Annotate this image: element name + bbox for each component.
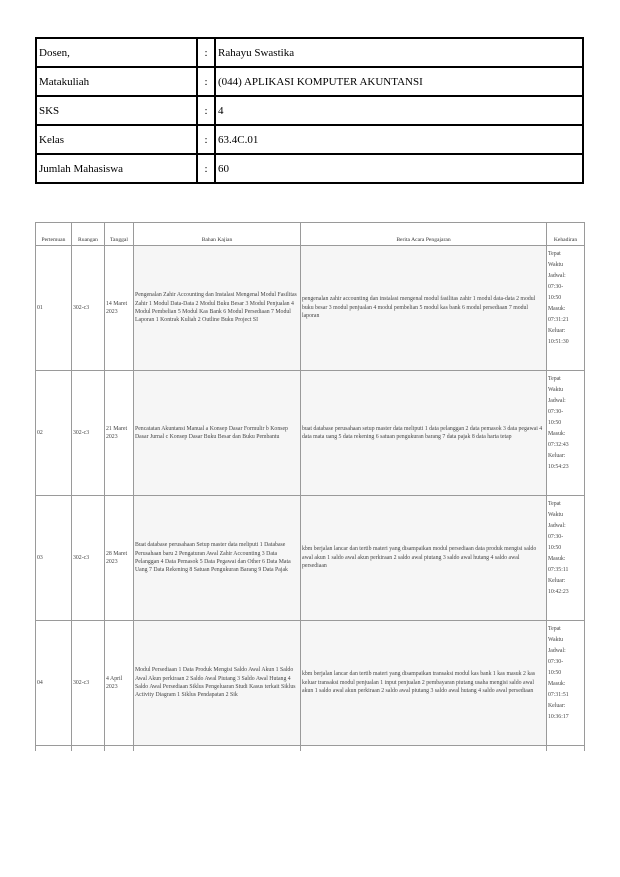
cell-berita-acara: pengenalan zahir accounting dan instalasi mengenal modul fasilitas zahir 1 modul data-data 2 modul buku besar 3 modul penjualan 4 modul pembelian 5 modul kas bank 6 modul persediaan 7 modul laporan xyxy=(301,246,547,371)
kehadiran-line: Masuk: xyxy=(548,681,566,687)
kehadiran-line: 10:51:30 xyxy=(548,339,569,345)
teaching-record-table xyxy=(35,222,585,751)
cell-bahan-kajian: Pencatatan Akuntansi Manual a Konsep Dasar Formulir b Konsep Dasar Jurnal c Konsep Dasar Buku Besar dan Buku Pembantu xyxy=(134,371,301,496)
header-ruangan: Ruangan xyxy=(72,223,105,246)
kehadiran-line: Keluar: xyxy=(548,703,566,709)
cell-kehadiran xyxy=(547,246,585,371)
cell-ruangan: 302-c3 xyxy=(72,371,105,496)
table-row xyxy=(36,246,585,371)
info-row xyxy=(36,67,583,96)
kehadiran-line: Waktu xyxy=(548,637,563,643)
header-pertemuan: Pertemuan xyxy=(36,223,72,246)
kehadiran-line: 10:54:23 xyxy=(548,464,569,470)
kehadiran-line: Jadwal: xyxy=(548,648,566,654)
kehadiran-line: Waktu xyxy=(548,387,563,393)
kehadiran-line: Keluar: xyxy=(548,328,566,334)
info-value: 60 xyxy=(215,154,583,183)
info-label: Kelas xyxy=(36,125,197,154)
info-label: Dosen, xyxy=(36,38,197,67)
cell-tanggal: 14 Maret 2023 xyxy=(105,246,134,371)
cell-kehadiran xyxy=(547,496,585,621)
kehadiran-line: 07:30- xyxy=(548,534,564,540)
cell-bahan-kajian: Buat database perusahaan Setup master data meliputi 1 Database Perusahaan baru 2 Pengaturan Awal Zahir Accounting 3 Data Pelanggan 4 Data Pemasok 5 Data Pegawai dan Other 6 Data Mata Uang 7 Data Rekening 8 Satuan Pengukuran Barang 9 Data Pajak xyxy=(134,496,301,621)
cell-pertemuan: 03 xyxy=(36,496,72,621)
table-row xyxy=(36,496,585,621)
header-berita-acara: Berita Acara Pengajaran xyxy=(301,223,547,246)
kehadiran-line: Waktu xyxy=(548,262,563,268)
kehadiran-line: Masuk: xyxy=(548,306,566,312)
kehadiran-line: 07:30- xyxy=(548,284,564,290)
cell-tanggal: 28 Maret 2023 xyxy=(105,496,134,621)
info-value: 4 xyxy=(215,96,583,125)
info-colon: : xyxy=(197,38,215,67)
info-row xyxy=(36,154,583,183)
cell-tanggal: 21 Maret 2023 xyxy=(105,371,134,496)
info-colon: : xyxy=(197,67,215,96)
empty-cell xyxy=(105,746,134,752)
cell-pertemuan: 02 xyxy=(36,371,72,496)
info-row xyxy=(36,38,583,67)
info-colon: : xyxy=(197,96,215,125)
empty-cell xyxy=(547,746,585,752)
table-row xyxy=(36,371,585,496)
kehadiran-line: Waktu xyxy=(548,512,563,518)
kehadiran-line: 10:50 xyxy=(548,420,562,426)
info-row xyxy=(36,125,583,154)
info-value: 63.4C.01 xyxy=(215,125,583,154)
table-row xyxy=(36,621,585,746)
kehadiran-line: 07:35:11 xyxy=(548,567,569,573)
header-bahan-kajian: Bahan Kajian xyxy=(134,223,301,246)
kehadiran-line: 07:30- xyxy=(548,659,564,665)
kehadiran-line: Keluar: xyxy=(548,578,566,584)
kehadiran-line: 10:50 xyxy=(548,545,562,551)
cell-berita-acara: kbm berjalan lancar dan tertib materi yang disampaikan transaksi modul kas bank 1 kas masuk 2 kas keluar transaksi modul penjualan 1 input penjualan 2 pembayaran piutang usaha mengisi saldo awal akun 1 saldo awal akun perkiraan 2 saldo awal piutang 3 saldo awal hutang 4 saldo awal persediaan xyxy=(301,621,547,746)
info-label: Jumlah Mahasiswa xyxy=(36,154,197,183)
kehadiran-line: Masuk: xyxy=(548,556,566,562)
cell-kehadiran xyxy=(547,621,585,746)
kehadiran-line: Masuk: xyxy=(548,431,566,437)
empty-cell xyxy=(134,746,301,752)
cell-berita-acara: buat database perusahaan setup master data meliputi 1 data pelanggan 2 data pemasok 3 data pegawai 4 data mata uang 5 data rekening 6 satuan pengukuran barang 7 data pajak 8 data harta tetap xyxy=(301,371,547,496)
info-row xyxy=(36,96,583,125)
cell-ruangan: 302-c3 xyxy=(72,246,105,371)
kehadiran-line: Jadwal: xyxy=(548,273,566,279)
kehadiran-line: 10:50 xyxy=(548,670,562,676)
info-value: (044) APLIKASI KOMPUTER AKUNTANSI xyxy=(215,67,583,96)
cell-ruangan: 302-c3 xyxy=(72,621,105,746)
info-label: SKS xyxy=(36,96,197,125)
cell-pertemuan: 01 xyxy=(36,246,72,371)
cell-tanggal: 4 April 2023 xyxy=(105,621,134,746)
table-header-row xyxy=(36,223,585,246)
info-colon: : xyxy=(197,125,215,154)
kehadiran-line: 10:36:17 xyxy=(548,714,569,720)
kehadiran-line: 07:31:21 xyxy=(548,317,569,323)
kehadiran-line: 07:32:43 xyxy=(548,442,569,448)
header-kehadiran: Kehadiran xyxy=(547,223,585,246)
course-info-table xyxy=(35,37,584,184)
empty-cell xyxy=(36,746,72,752)
cell-berita-acara: kbm berjalan lancar dan tertib materi yang disampaikan modul persediaan data produk mengisi saldo awal akun 1 saldo awal akun perkiraan 2 saldo awal piutang 3 saldo awal hutang 4 saldo awal persediaan xyxy=(301,496,547,621)
kehadiran-line: 07:31:51 xyxy=(548,692,569,698)
table-row-continuation xyxy=(36,746,585,752)
info-label: Matakuliah xyxy=(36,67,197,96)
kehadiran-line: Tepat xyxy=(548,626,561,632)
cell-bahan-kajian: Modul Persediaan 1 Data Produk Mengisi Saldo Awal Akun 1 Saldo Awal Akun perkiraan 2 Saldo Awal Piutang 3 Saldo Awal Hutang 4 Saldo Awal Persediaan Siklus Pengeluaran Studi Kasus terkait Siklus Activity Diagram 1 Siklus Pendapatan 2 Sik xyxy=(134,621,301,746)
cell-kehadiran xyxy=(547,371,585,496)
kehadiran-line: Jadwal: xyxy=(548,398,566,404)
cell-pertemuan: 04 xyxy=(36,621,72,746)
empty-cell xyxy=(301,746,547,752)
header-tanggal: Tanggal xyxy=(105,223,134,246)
cell-bahan-kajian: Pengenalan Zahir Accounting dan Instalasi Mengenal Modul Fasilitas Zahir 1 Modul Data-Data 2 Modul Buku Besar 3 Modul Penjualan 4 Modul Pembelian 5 Modul Kas Bank 6 Modul Persediaan 7 Modul Laporan 1 Kontrak Kuliah 2 Outline Buku Project SI xyxy=(134,246,301,371)
kehadiran-line: Keluar: xyxy=(548,453,566,459)
kehadiran-line: Tepat xyxy=(548,251,561,257)
kehadiran-line: Jadwal: xyxy=(548,523,566,529)
kehadiran-line: Tepat xyxy=(548,501,561,507)
cell-ruangan: 302-c3 xyxy=(72,496,105,621)
kehadiran-line: Tepat xyxy=(548,376,561,382)
kehadiran-line: 07:30- xyxy=(548,409,564,415)
info-value: Rahayu Swastika xyxy=(215,38,583,67)
kehadiran-line: 10:42:23 xyxy=(548,589,569,595)
kehadiran-line: 10:50 xyxy=(548,295,562,301)
info-colon: : xyxy=(197,154,215,183)
empty-cell xyxy=(72,746,105,752)
